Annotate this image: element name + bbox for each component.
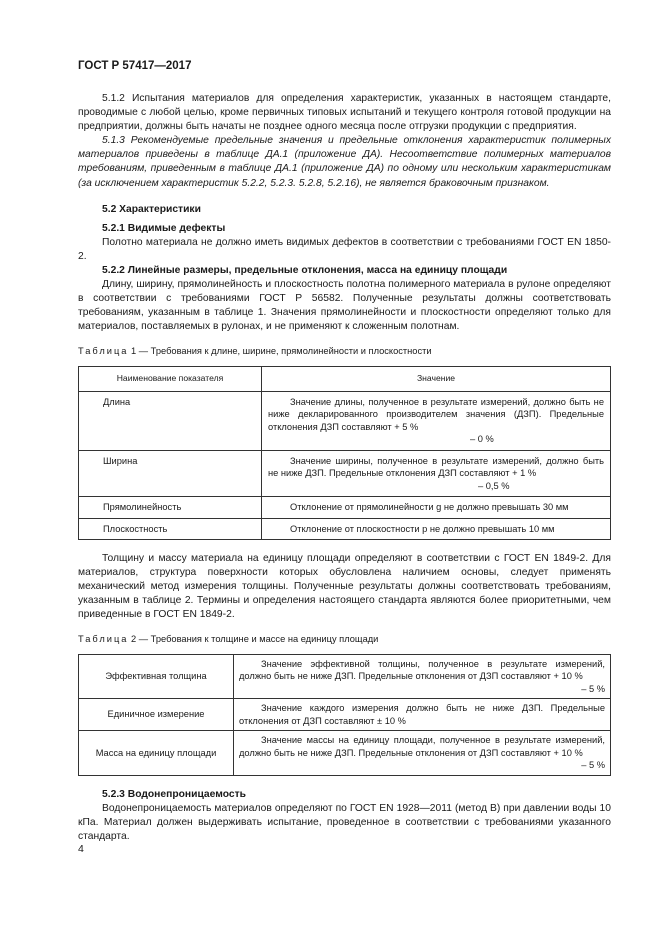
table-1 <box>78 366 611 541</box>
paragraph-5-2-2: Длину, ширину, прямолинейность и плоскостность полотна полимерного материала в рулоне определяют в соответствии с требованиями ГОСТ Р 56582. Полученные результаты должны соответствовать требованиям, указанным в таблице 1. Значения прямолинейности и плоскостности определяют только для материалов, поставляемых в рулонах, и не применяют к сложенным полотнам. <box>78 279 611 333</box>
section-heading-5-2: 5.2 Характеристики <box>102 203 201 215</box>
subsection-heading-5-2-3: 5.2.3 Водонепроницаемость <box>102 788 246 800</box>
paragraph-5-2-1: Полотно материала не должно иметь видимых дефектов в соответствии с требованиями ГОСТ EN 1850-2. <box>78 236 611 262</box>
value-tolerance: – 0,5 % <box>478 480 510 491</box>
paragraph-thickness: Толщину и массу материала на единицу площади определяют в соответствии с ГОСТ EN 1849-2. Для материалов, структура поверхности которых обусловлена наличием основы, следует применять механический метод измерения толщины. Полученные результаты должны соответствовать требованиям, указанным в таблице 2. Термины и определения настоящего стандарта являются более приоритетными, чем приведенные в ГОСТ EN 1849-2. <box>78 553 611 621</box>
value-text: Значение массы на единицу площади, полученное в результате измерений, должно быть не ниже ДЗП. Предельные отклонения от ДЗП составляют + 10 % <box>239 735 605 758</box>
subsection-heading-5-2-1: 5.2.1 Видимые дефекты <box>102 222 226 234</box>
table-header-row <box>79 366 611 391</box>
row-name: Единичное измерение <box>79 699 234 731</box>
table-row <box>79 731 611 776</box>
table-row <box>79 699 611 731</box>
value-text: Значение каждого измерения должно быть не ниже ДЗП. Предельные отклонения от ДЗП составляют ± 10 % <box>239 703 605 726</box>
value-text: Отклонение от плоскостности p не должно превышать 10 мм <box>290 523 555 534</box>
row-value <box>262 497 611 519</box>
table-1-caption-prefix: Таблица <box>78 345 129 356</box>
paragraph-5-1-2: 5.1.2 Испытания материалов для определения характеристик, указанных в настоящем стандарте, проводимые с любой целью, кроме первичных типовых испытаний и текущего контроля готовой продукции на предприятии, должны быть начаты не позднее одного месяца после отгрузки продукции с предприятия. <box>78 93 611 133</box>
column-header-value: Значение <box>262 366 611 391</box>
value-tolerance: – 0 % <box>470 434 494 445</box>
row-value <box>262 518 611 540</box>
table-2-caption-text: 2 — Требования к толщине и массе на единицу площади <box>131 633 379 644</box>
value-text: Значение эффективной толщины, полученное в результате измерений, должно быть не ниже ДЗП. Предельные отклонения от ДЗП составляют + 10 % <box>239 658 605 682</box>
row-value <box>262 450 611 497</box>
value-text: Значение длины, полученное в результате измерений, должно быть не ниже декларированного производителем значения (ДЗП). Предельные отклонения ДЗП составляют + 5 % <box>268 396 604 432</box>
page-body <box>78 92 611 844</box>
table-row <box>79 497 611 519</box>
document-code-header: ГОСТ Р 57417—2017 <box>78 60 192 72</box>
row-value <box>234 699 611 731</box>
table-row <box>79 518 611 540</box>
subsection-heading-5-2-2: 5.2.2 Линейные размеры, предельные отклонения, масса на единицу площади <box>102 265 508 277</box>
table-1-caption-text: 1 — Требования к длине, ширине, прямолинейности и плоскостности <box>131 345 432 356</box>
row-value <box>234 731 611 776</box>
row-value <box>234 654 611 699</box>
row-name: Ширина <box>79 450 262 497</box>
table-2-caption <box>78 632 611 646</box>
row-name: Эффективная толщина <box>79 654 234 699</box>
table-row <box>79 654 611 699</box>
table-2 <box>78 654 611 776</box>
table-row <box>79 450 611 497</box>
value-tolerance: – 5 % <box>581 760 605 771</box>
row-name: Масса на единицу площади <box>79 731 234 776</box>
table-row <box>79 391 611 450</box>
row-name: Длина <box>79 391 262 450</box>
page-number: 4 <box>78 843 84 855</box>
row-name: Прямолинейность <box>79 497 262 519</box>
paragraph-5-1-3: 5.1.3 Рекомендуемые предельные значения и предельные отклонения характеристик полимерных материалов приведены в таблице ДА.1 (приложение ДА). Несоответствие полимерных материалов требованиям, приведенным в таблице ДА.1 (приложение ДА) по одному или нескольким характеристикам (за исключением характеристик 5.2.2, 5.2.3. 5.2.8, 5.2.16), не является браковочным признаком. <box>78 135 611 189</box>
column-header-name: Наименование показателя <box>79 366 262 391</box>
table-2-caption-prefix: Таблица <box>78 633 129 644</box>
value-tolerance: – 5 % <box>581 683 605 694</box>
value-text: Отклонение от прямолинейности g не должно превышать 30 мм <box>290 502 569 513</box>
value-text: Значение ширины, полученное в результате измерений, должно быть не ниже ДЗП. Предельные отклонения ДЗП составляют + 1 % <box>268 455 604 479</box>
table-1-caption <box>78 344 611 358</box>
row-name: Плоскостность <box>79 518 262 540</box>
row-value <box>262 391 611 450</box>
paragraph-5-2-3: Водонепроницаемость материалов определяют по ГОСТ EN 1928—2011 (метод В) при давлении воды 10 кПа. Материал должен выдерживать испытание, проведенное в соответствии с требованиями указанного стандарта. <box>78 802 611 842</box>
